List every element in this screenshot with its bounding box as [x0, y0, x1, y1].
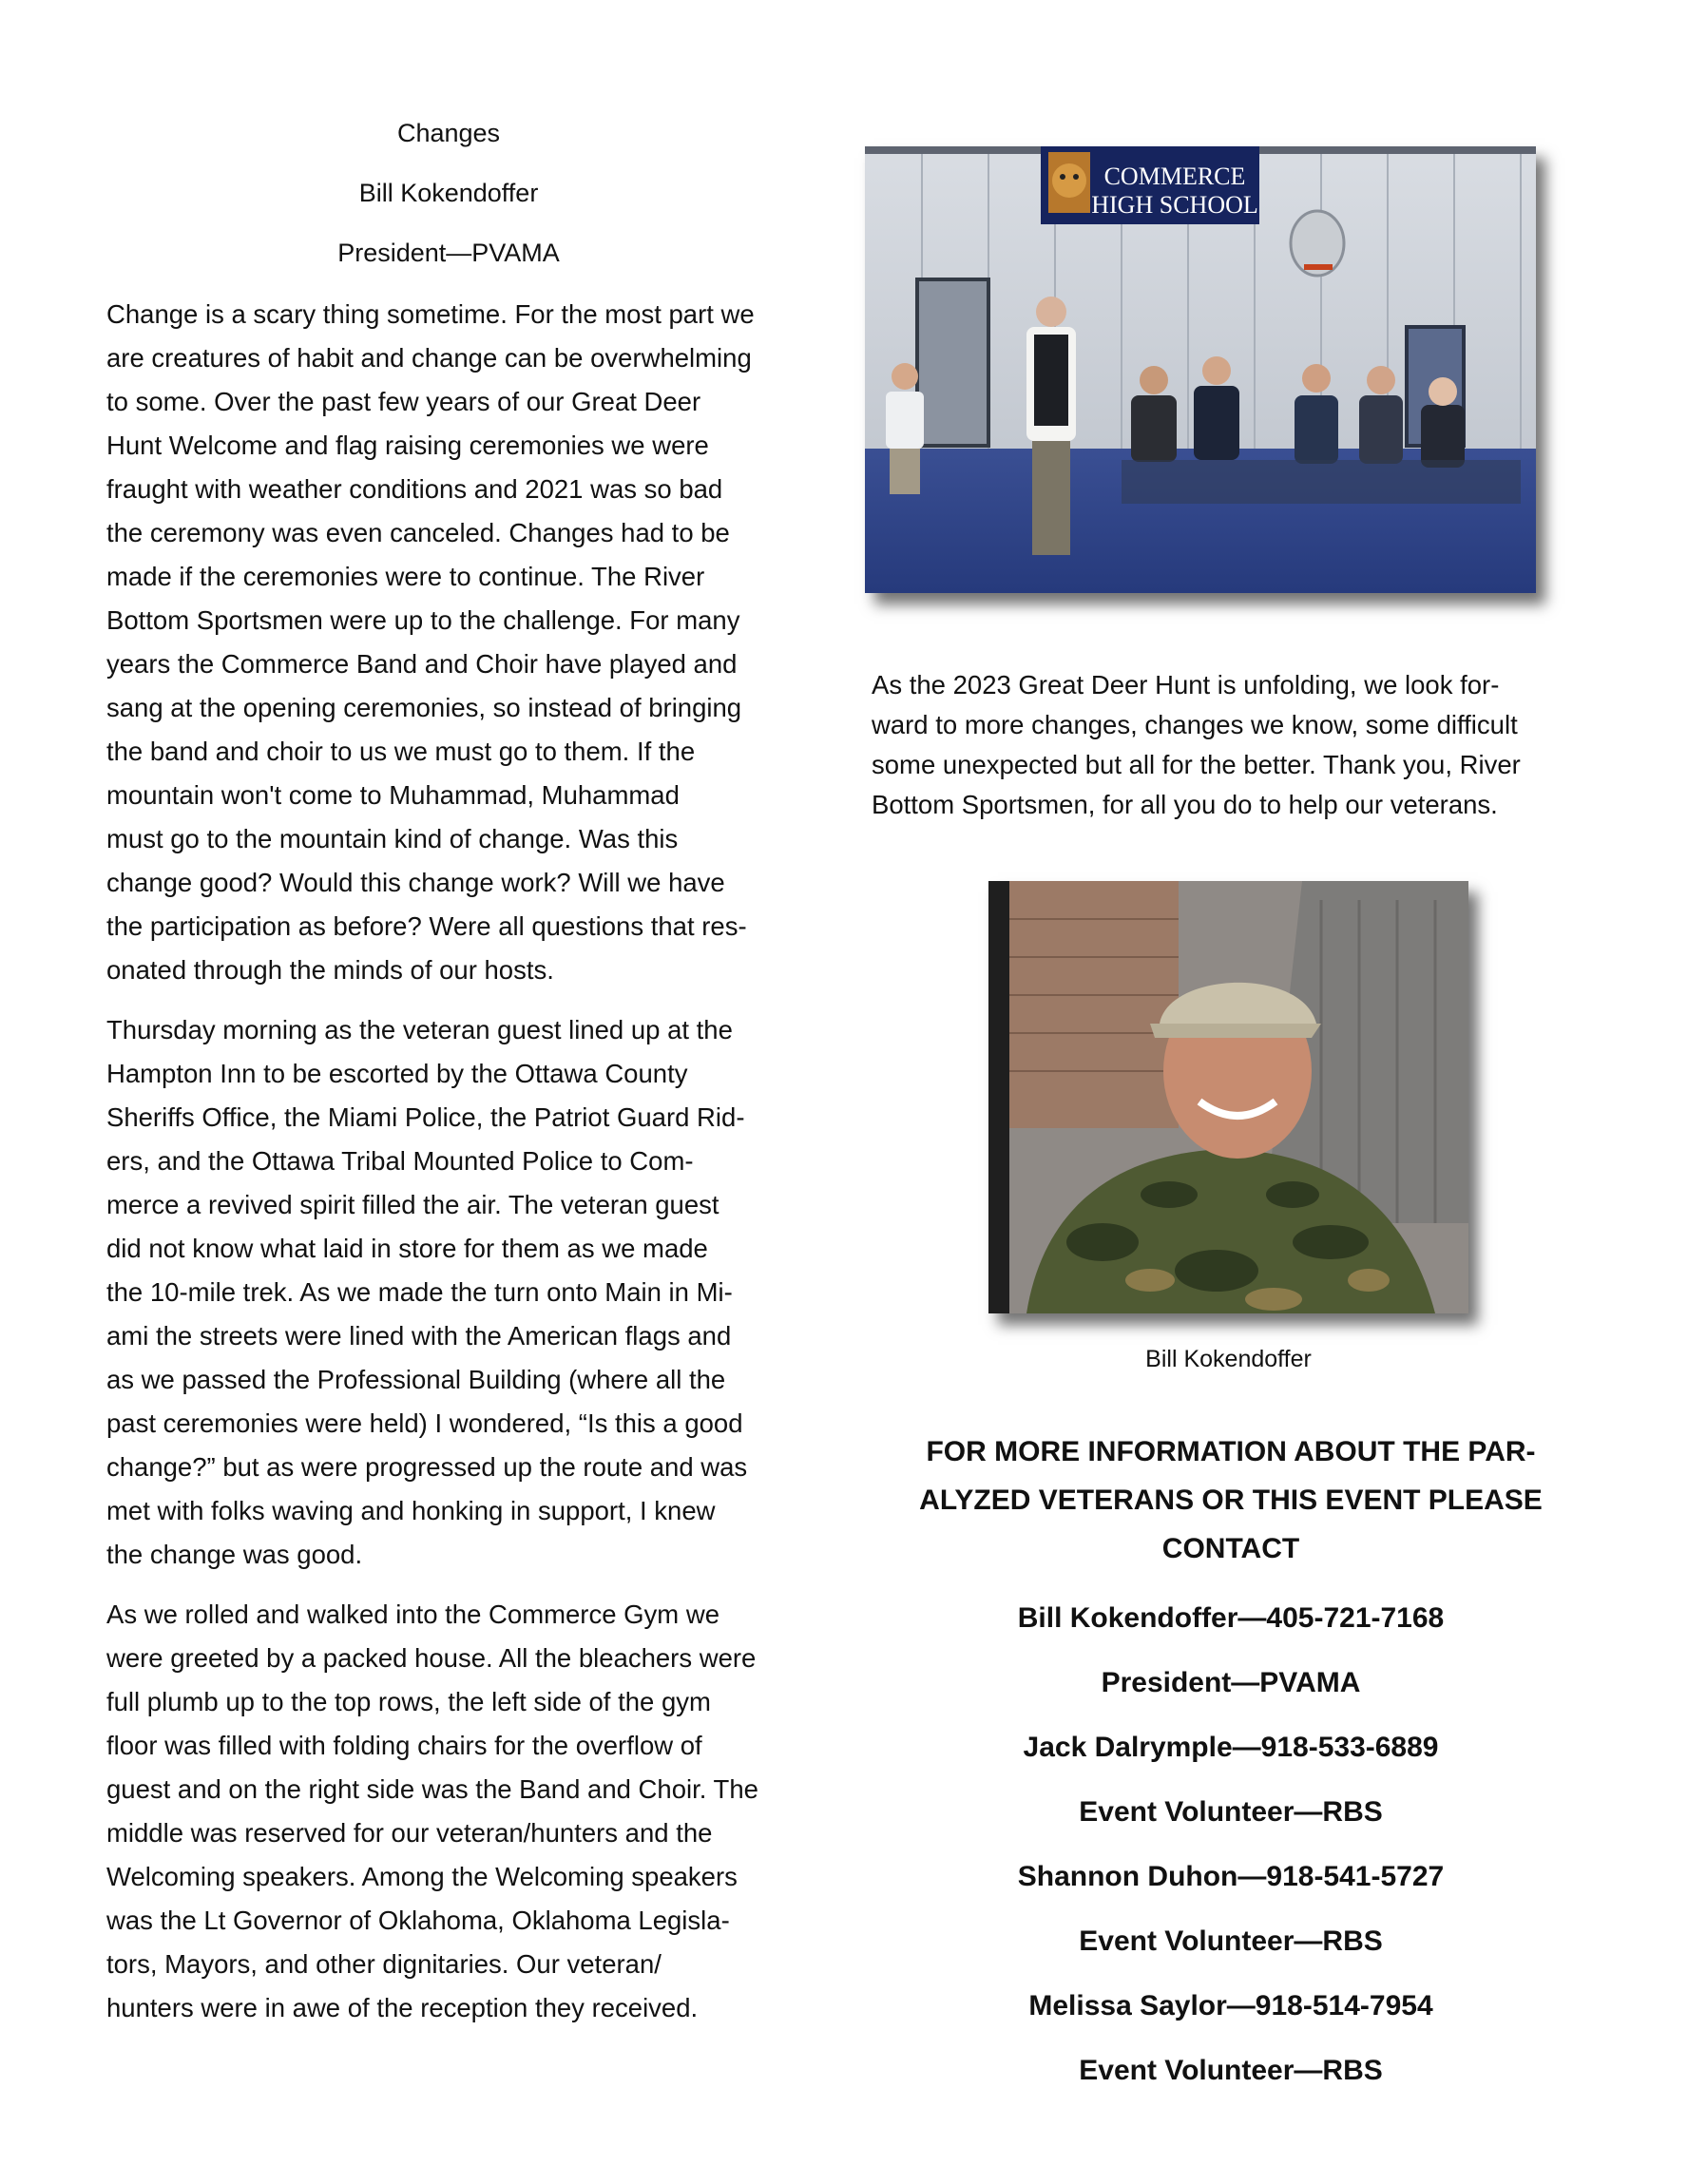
text-line: ward to more changes, changes we know, some difficult — [872, 710, 1518, 739]
text-line: ami the streets were lined with the American flags and — [106, 1321, 732, 1351]
text-line: floor was filled with folding chairs for the overflow of — [106, 1731, 702, 1760]
contact-heading-line: ALYZED VETERANS OR THIS EVENT PLEASE — [919, 1485, 1543, 1516]
text-line: years the Commerce Band and Choir have played and — [106, 649, 738, 679]
portrait-caption: Bill Kokendoffer — [1145, 1346, 1312, 1372]
article-paragraph-2 — [106, 1008, 802, 1577]
text-line: change good? Would this change work? Will we have — [106, 868, 725, 897]
text-line: full plumb up to the top rows, the left side of the gym — [106, 1687, 711, 1716]
article-body — [106, 293, 802, 2046]
text-line: the 10-mile trek. As we made the turn onto Main in Mi- — [106, 1277, 733, 1307]
article-title: Changes — [396, 119, 501, 147]
text-line: onated through the minds of our hosts. — [106, 955, 554, 985]
text-line: middle was reserved for our veteran/hunters and the — [106, 1818, 713, 1848]
text-line: guest and on the right side was the Band and Choir. The — [106, 1774, 758, 1804]
text-line: Bottom Sportsmen were up to the challenge. For many — [106, 605, 740, 635]
text-line: Hunt Welcome and flag raising ceremonies we were — [106, 431, 709, 460]
contact-role: Event Volunteer—RBS — [1079, 2055, 1383, 2086]
text-line: ers, and the Ottawa Tribal Mounted Police to Com- — [106, 1146, 694, 1176]
contact-name-phone: Shannon Duhon—918-541-5727 — [1017, 1861, 1445, 1892]
text-line: the band and choir to us we must go to them. If the — [106, 737, 696, 766]
contact-name-phone: Melissa Saylor—918-514-7954 — [1028, 1990, 1433, 2021]
text-line: made if the ceremonies were to continue. The River — [106, 562, 705, 591]
contact-name-phone: Bill Kokendoffer—405-721-7168 — [1017, 1602, 1445, 1634]
text-line: Sheriffs Office, the Miami Police, the Patriot Guard Rid- — [106, 1102, 745, 1132]
contact-heading — [874, 1427, 1587, 1573]
contact-heading-line: FOR MORE INFORMATION ABOUT THE PAR- — [926, 1436, 1536, 1467]
portrait-photo — [988, 881, 1468, 1313]
article-paragraph-3 — [106, 1593, 802, 2030]
text-line: mountain won't come to Muhammad, Muhammad — [106, 780, 680, 810]
banner-line-1: COMMERCE — [1103, 163, 1246, 190]
banner-line-2: HIGH SCHOOL — [1091, 191, 1258, 219]
ceremony-photo — [865, 146, 1536, 593]
text-line: some unexpected but all for the better. Thank you, River — [872, 750, 1521, 779]
text-line: tors, Mayors, and other dignitaries. Our veteran/ — [106, 1949, 662, 1979]
text-line: as we passed the Professional Building (where all the — [106, 1365, 726, 1394]
contact-role: Event Volunteer—RBS — [1079, 1925, 1383, 1957]
article-paragraph-1 — [106, 293, 802, 992]
text-line: was the Lt Governor of Oklahoma, Oklahoma Legisla- — [106, 1906, 730, 1935]
contact-heading-line: CONTACT — [1161, 1533, 1300, 1564]
text-line: Welcoming speakers. Among the Welcoming speakers — [106, 1862, 738, 1891]
text-line: change?” but as were progressed up the route and was — [106, 1452, 748, 1482]
text-line: did not know what laid in store for them as we made — [106, 1234, 708, 1263]
text-line: sang at the opening ceremonies, so instead of bringing — [106, 693, 742, 722]
contact-role: Event Volunteer—RBS — [1079, 1796, 1383, 1828]
text-line: Thursday morning as the veteran guest lined up at the — [106, 1015, 733, 1044]
text-line: fraught with weather conditions and 2021 was so bad — [106, 474, 723, 504]
closing-paragraph — [872, 665, 1594, 825]
contact-block — [874, 1427, 1587, 2103]
text-line: must go to the mountain kind of change. Was this — [106, 824, 679, 853]
text-line: Change is a scary thing sometime. For the most part we — [106, 299, 755, 329]
text-line: to some. Over the past few years of our Great Deer — [106, 387, 701, 416]
text-line: are creatures of habit and change can be overwhelming — [106, 343, 752, 373]
text-line: merce a revived spirit filled the air. The veteran guest — [106, 1190, 719, 1219]
text-line: past ceremonies were held) I wondered, “Is this a good — [106, 1408, 743, 1438]
text-line: the participation as before? Were all questions that res- — [106, 911, 747, 941]
text-line: As the 2023 Great Deer Hunt is unfolding, we look for- — [872, 670, 1500, 699]
text-line: Hampton Inn to be escorted by the Ottawa County — [106, 1059, 688, 1088]
text-line: As we rolled and walked into the Commerce Gym we — [106, 1600, 719, 1629]
article-author: Bill Kokendoffer — [358, 179, 539, 207]
contact-role: President—PVAMA — [1101, 1667, 1361, 1698]
text-line: were greeted by a packed house. All the bleachers were — [106, 1643, 757, 1673]
text-line: hunters were in awe of the reception they received. — [106, 1993, 699, 2022]
text-line: Bottom Sportsmen, for all you do to help our veterans. — [872, 790, 1498, 819]
contact-name-phone: Jack Dalrymple—918-533-6889 — [1023, 1732, 1439, 1763]
text-line: the ceremony was even canceled. Changes had to be — [106, 518, 730, 547]
article-author-role: President—PVAMA — [337, 239, 560, 267]
text-line: the change was good. — [106, 1540, 363, 1569]
text-line: met with folks waving and honking in support, I knew — [106, 1496, 716, 1525]
